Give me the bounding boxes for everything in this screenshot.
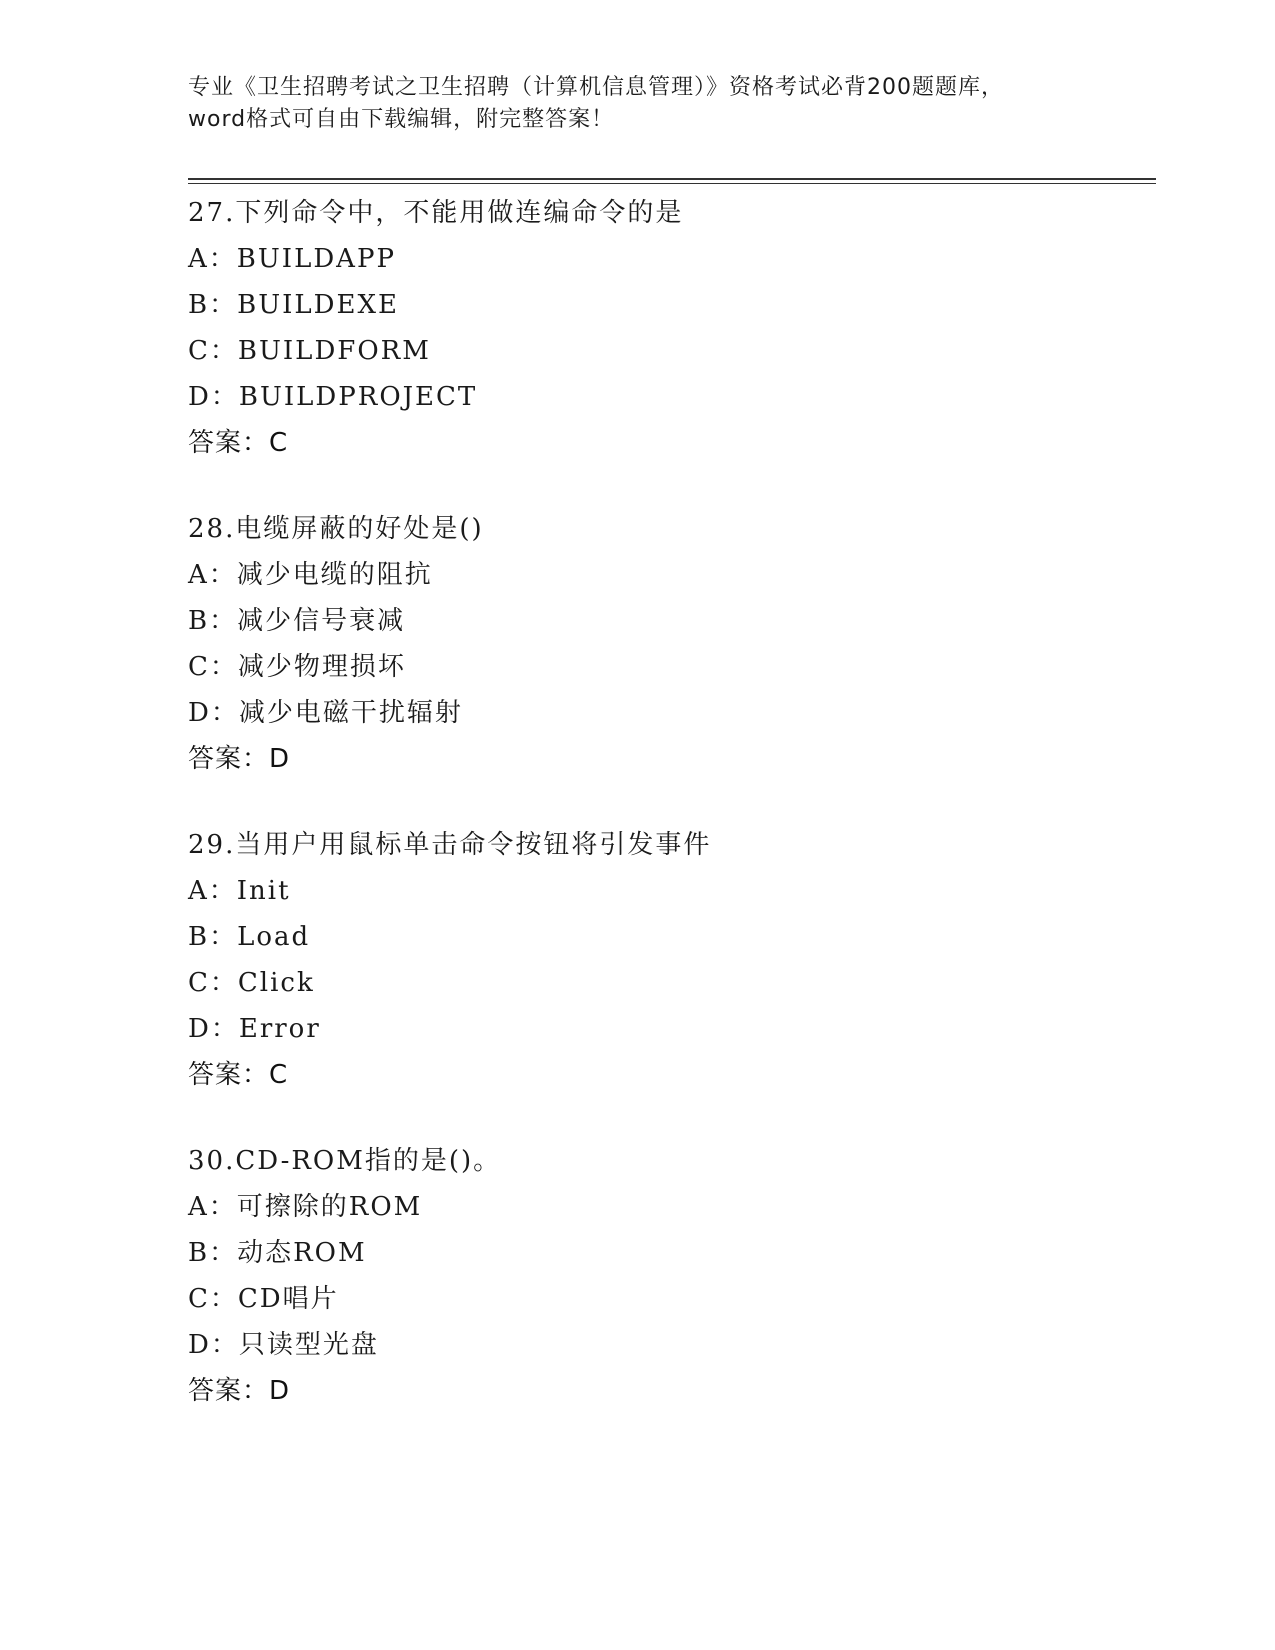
option-a: A：Init [188, 876, 291, 906]
question-title: 30.CD-ROM指的是()。 [188, 1146, 502, 1176]
option-a: A：减少电缆的阻抗 [188, 560, 433, 590]
question-list [188, 190, 1148, 1414]
header-divider [188, 178, 1156, 180]
option-d: D：减少电磁干扰辐射 [188, 698, 463, 728]
option-c: C：减少物理损坏 [188, 652, 406, 682]
question-30 [188, 1138, 1148, 1414]
document-header [188, 72, 1088, 136]
answer-line: 答案：C [188, 428, 289, 458]
option-c: C：BUILDFORM [188, 336, 431, 366]
question-title: 29.当用户用鼠标单击命令按钮将引发事件 [188, 830, 712, 860]
option-d: D：BUILDPROJECT [188, 382, 478, 412]
header-line-2: word格式可自由下载编辑，附完整答案！ [188, 107, 615, 132]
header-line-1: 专业《卫生招聘考试之卫生招聘（计算机信息管理）》资格考试必背200题题库， [188, 75, 1004, 100]
question-27 [188, 190, 1148, 466]
option-b: B：动态ROM [188, 1238, 367, 1268]
option-a: A：BUILDAPP [188, 244, 396, 274]
option-a: A：可擦除的ROM [188, 1192, 423, 1222]
option-d: D：只读型光盘 [188, 1330, 379, 1360]
question-28 [188, 506, 1148, 782]
answer-line: 答案：D [188, 744, 291, 774]
question-29 [188, 822, 1148, 1098]
header-divider-thin [188, 183, 1156, 184]
option-b: B：BUILDEXE [188, 290, 399, 320]
option-b: B：Load [188, 922, 311, 952]
answer-line: 答案：D [188, 1376, 291, 1406]
option-c: C：Click [188, 968, 315, 998]
option-c: C：CD唱片 [188, 1284, 339, 1314]
question-title: 28.电缆屏蔽的好处是() [188, 514, 484, 544]
question-title: 27.下列命令中，不能用做连编命令的是 [188, 198, 684, 228]
option-b: B：减少信号衰减 [188, 606, 406, 636]
option-d: D：Error [188, 1014, 321, 1044]
answer-line: 答案：C [188, 1060, 289, 1090]
